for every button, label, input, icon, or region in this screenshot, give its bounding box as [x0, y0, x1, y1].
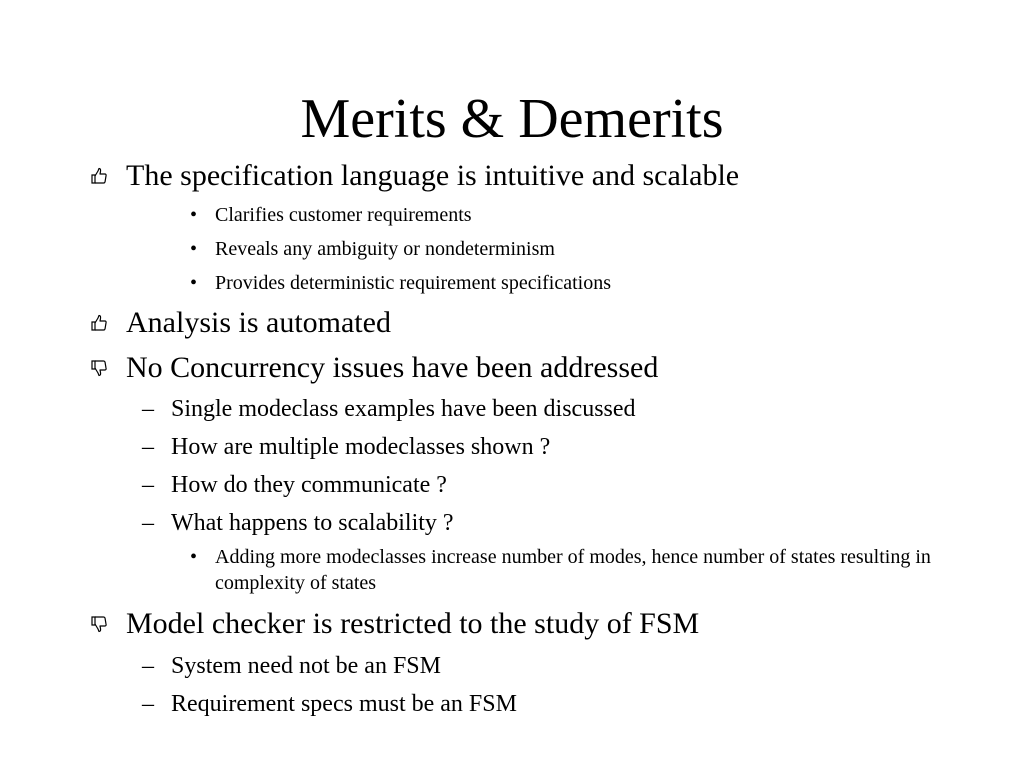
bullet-dot: •: [190, 238, 198, 260]
merit-bullet: Provides deterministic requirement specifications: [215, 272, 611, 294]
bullet-dot: •: [190, 204, 198, 226]
merit-item-spec-language: The specification language is intuitive and scalable: [126, 159, 740, 192]
thumbs-down-icon: [90, 615, 108, 633]
thumbs-up-icon: [90, 167, 108, 185]
demerit-item-concurrency: No Concurrency issues have been addressed: [126, 351, 659, 384]
demerit-deep-bullet: Adding more modeclasses increase number of modes, hence number of states resulting in complexity of states: [215, 546, 931, 594]
demerit-sub-item: Single modeclass examples have been discussed: [171, 396, 636, 422]
demerit-sub-item: How are multiple modeclasses shown ?: [171, 434, 551, 460]
dash-marker: –: [142, 653, 154, 679]
dash-marker: –: [142, 396, 154, 422]
demerit-item-model-checker: Model checker is restricted to the study of FSM: [126, 607, 700, 640]
merit-bullet: Reveals any ambiguity or nondeterminism: [215, 238, 555, 260]
merit-item-analysis: Analysis is automated: [126, 306, 391, 339]
dash-marker: –: [142, 510, 154, 536]
bullet-dot: •: [190, 272, 198, 294]
thumbs-down-icon: [90, 359, 108, 377]
demerit-sub-item: System need not be an FSM: [171, 653, 441, 679]
dash-marker: –: [142, 434, 154, 460]
slide-title: Merits & Demerits: [300, 88, 724, 150]
demerit-sub-item: What happens to scalability ?: [171, 510, 454, 536]
demerit-sub-item: Requirement specs must be an FSM: [171, 691, 517, 717]
dash-marker: –: [142, 691, 154, 717]
bullet-dot: •: [190, 546, 198, 568]
merit-bullet: Clarifies customer requirements: [215, 204, 472, 226]
demerit-sub-item: How do they communicate ?: [171, 472, 447, 498]
thumbs-up-icon: [90, 314, 108, 332]
dash-marker: –: [142, 472, 154, 498]
